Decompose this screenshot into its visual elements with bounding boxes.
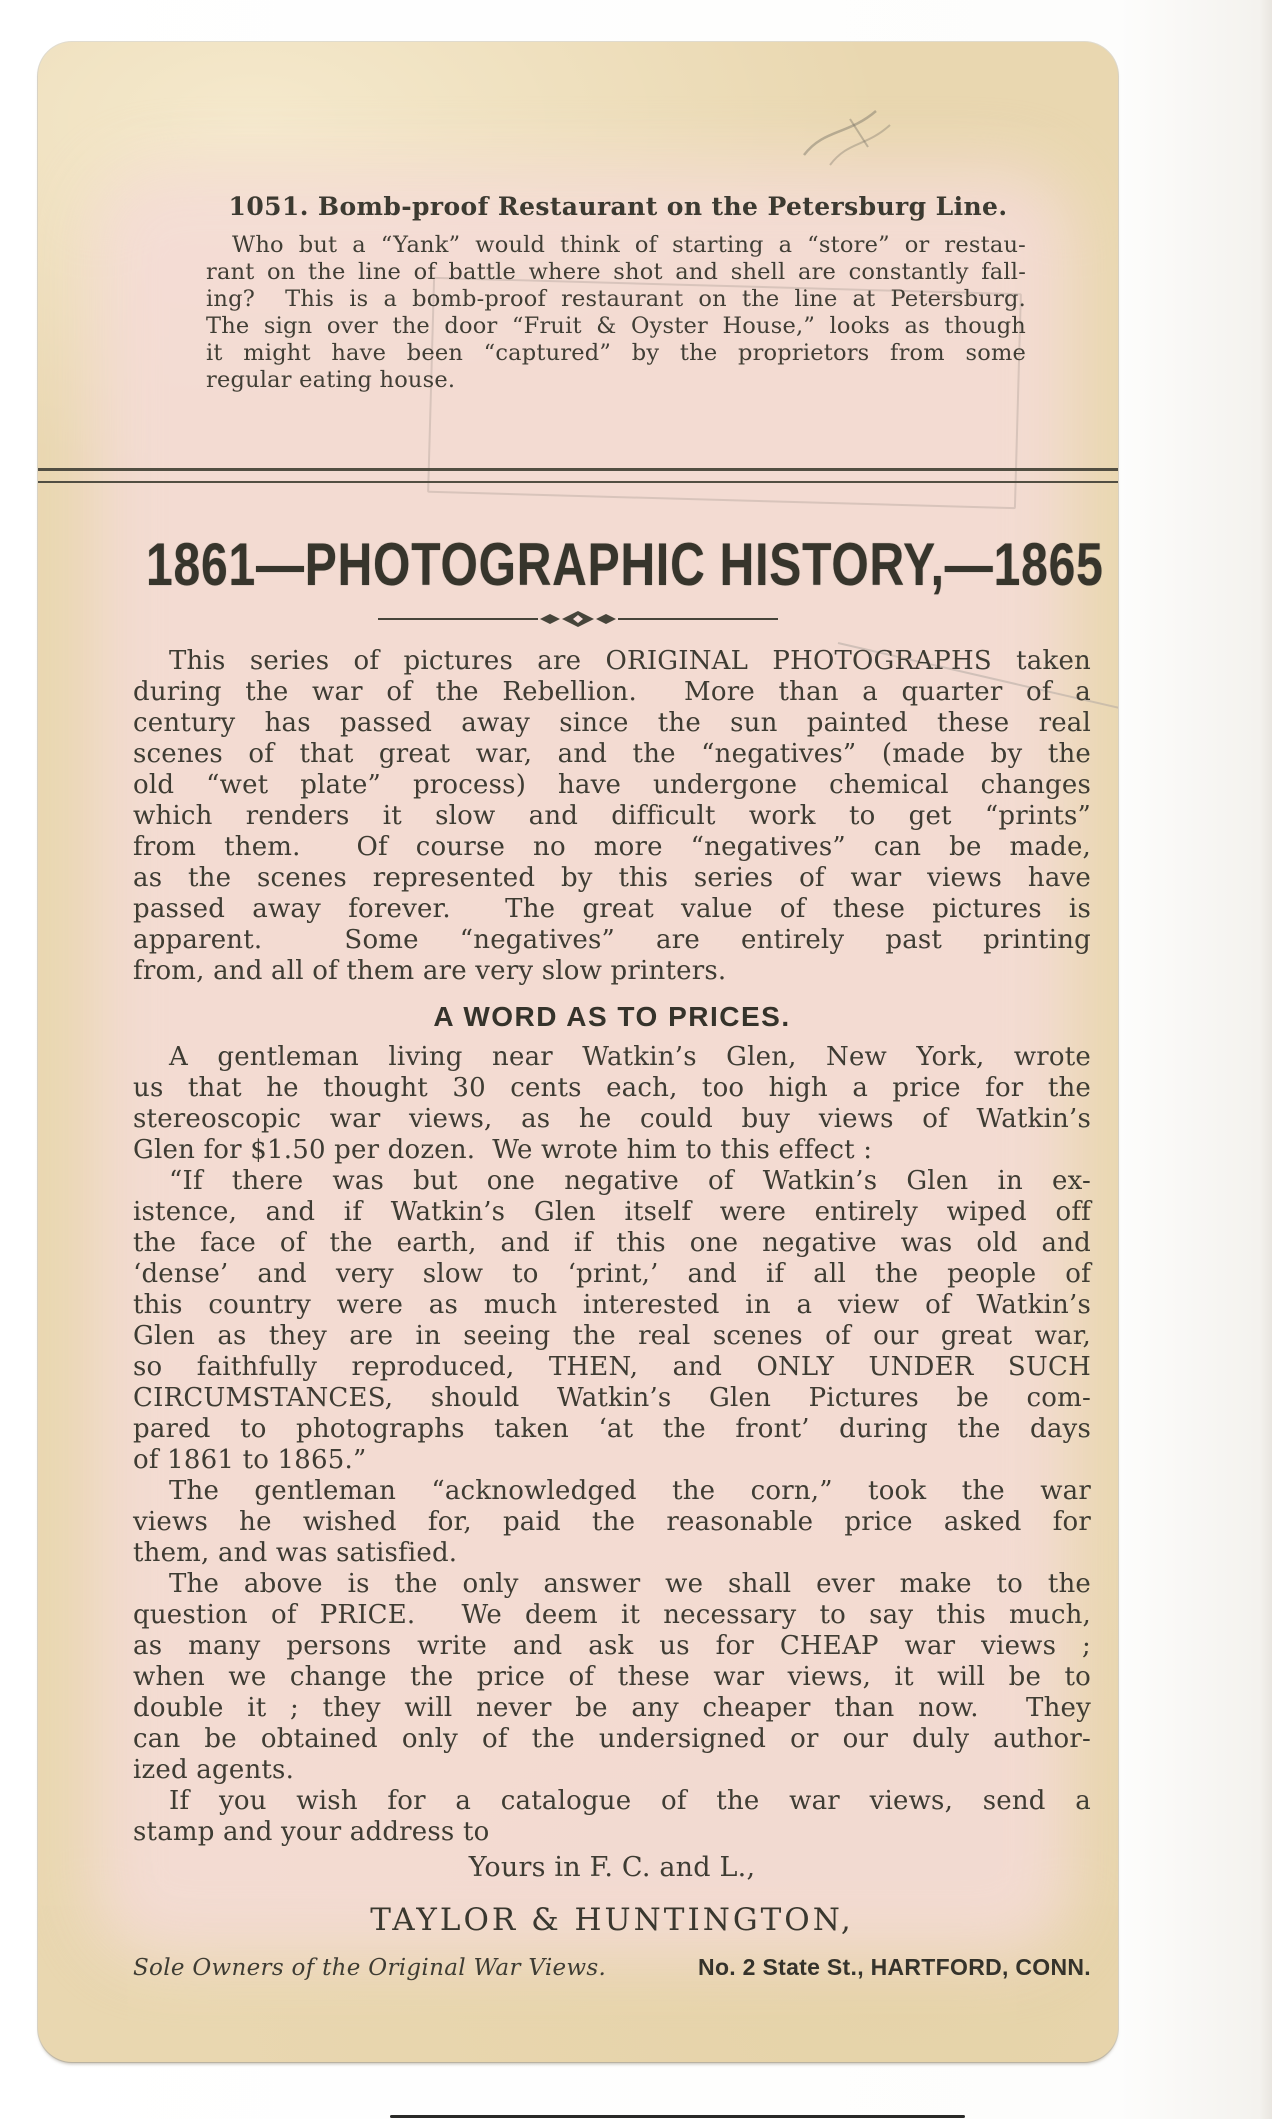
text-line: ing? This is a bomb-proof restaurant on the line at Petersburg. [206,286,1026,312]
text-line: this country were as much interested in a view of Watkin’s [133,1290,1091,1320]
text-line: as the scenes represented by this series of war views have [133,863,1091,893]
text-line: istence, and if Watkin’s Glen itself were entirely wiped off [133,1197,1091,1227]
scan-edge-artifact [390,2115,965,2118]
text-line: question of PRICE. We deem it necessary to say this much, [133,1600,1091,1630]
text-line: passed away forever. The great value of these pictures is [133,894,1091,924]
footer-address: No. 2 State St., HARTFORD, CONN. [698,1954,1091,1980]
pencil-mark [790,77,910,187]
text-line: The sign over the door “Fruit & Oyster House,” looks as though [206,313,1026,339]
text-line: apparent. Some “negatives” are entirely past printing [133,925,1091,955]
text-line: Glen as they are in seeing the real scenes of our great war, [133,1321,1091,1351]
footer-ownership: Sole Owners of the Original War Views. [133,1955,607,1981]
text-line: rant on the line of battle where shot and shell are constantly fall- [206,259,1026,285]
text-line: which renders it slow and difficult work to get “prints” [133,801,1091,831]
text-line: of 1861 to 1865.” [133,1445,367,1475]
text-line: so faithfully reproduced, THEN, and ONLY UNDER SUCH [133,1352,1091,1382]
text-line: from them. Of course no more “negatives” can be made, [133,832,1091,862]
text-line: pared to photographs taken ‘at the front’ during the days [133,1414,1091,1444]
body-paragraph [133,1786,1091,1848]
body-sections [133,646,1091,1848]
text-line: Who but a “Yank” would think of starting a “store” or restau- [232,232,1026,258]
signoff-line: Yours in F. C. and L., [468,1852,756,1883]
text-line: CIRCUMSTANCES, should Watkin’s Glen Pictures be com- [133,1383,1091,1413]
text-line: the face of the earth, and if this one negative was old and [133,1228,1091,1258]
double-rule-top [38,468,1118,471]
text-line: regular eating house. [206,367,456,393]
body-paragraph [133,1476,1091,1569]
text-line: “If there was but one negative of Watkin’s Glen in ex- [169,1166,1091,1196]
text-line: can be obtained only of the undersigned or our duly author- [133,1724,1091,1754]
text-line: scenes of that great war, and the “negatives” (made by the [133,739,1091,769]
text-line: us that he thought 30 cents each, too high a price for the [133,1073,1091,1103]
body-paragraph [133,646,1091,987]
body-paragraph [133,1569,1091,1786]
divider-ornament-icon [378,610,778,628]
text-line: as many persons write and ask us for CHEAP war views ; [133,1631,1091,1661]
text-line: Glen for $1.50 per dozen. We wrote him to this effect : [133,1135,873,1165]
text-line: century has passed away since the sun painted these real [133,708,1091,738]
text-line: A gentleman living near Watkin’s Glen, New York, wrote [169,1042,1091,1072]
body-paragraph [133,1042,1091,1166]
caption-paragraph [206,232,1026,394]
caption-number-heading: 1051. Bomb-proof Restaurant on the Petersburg Line. [228,192,1008,221]
text-line: stamp and your address to [133,1817,490,1847]
prices-heading: A WORD AS TO PRICES. [433,1001,791,1032]
double-rule-bottom [38,481,1118,483]
text-line: The gentleman “acknowledged the corn,” took the war [169,1476,1091,1506]
text-line: If you wish for a catalogue of the war views, send a [169,1786,1091,1816]
text-line: during the war of the Rebellion. More than a quarter of a [133,677,1091,707]
text-line: ‘dense’ and very slow to ‘print,’ and if all the people of [133,1259,1091,1289]
text-line: ized agents. [133,1755,295,1785]
text-line: This series of pictures are ORIGINAL PHOTOGRAPHS taken [169,646,1091,676]
company-name: TAYLOR & HUNTINGTON, [370,1902,854,1938]
text-line: when we change the price of these war views, it will be to [133,1662,1091,1692]
text-line: it might have been “captured” by the proprietors from some [206,340,1026,366]
text-line: The above is the only answer we shall ever make to the [169,1569,1091,1599]
text-line: double it ; they will never be any cheaper than now. They [133,1693,1091,1723]
text-line: views he wished for, paid the reasonable price asked for [133,1507,1091,1537]
text-line: old “wet plate” process) have undergone chemical changes [133,770,1091,800]
body-paragraph [133,1166,1091,1476]
stereoview-card-back [38,42,1118,2062]
text-line: stereoscopic war views, as he could buy views of Watkin’s [133,1104,1091,1134]
text-line: from, and all of them are very slow printers. [133,956,727,986]
footer-row [133,1952,1091,1984]
text-line: them, and was satisfied. [133,1538,458,1568]
main-text-column [133,646,1091,1984]
page-title: 1861—PHOTOGRAPHIC HISTORY,—1865 [146,531,1104,598]
